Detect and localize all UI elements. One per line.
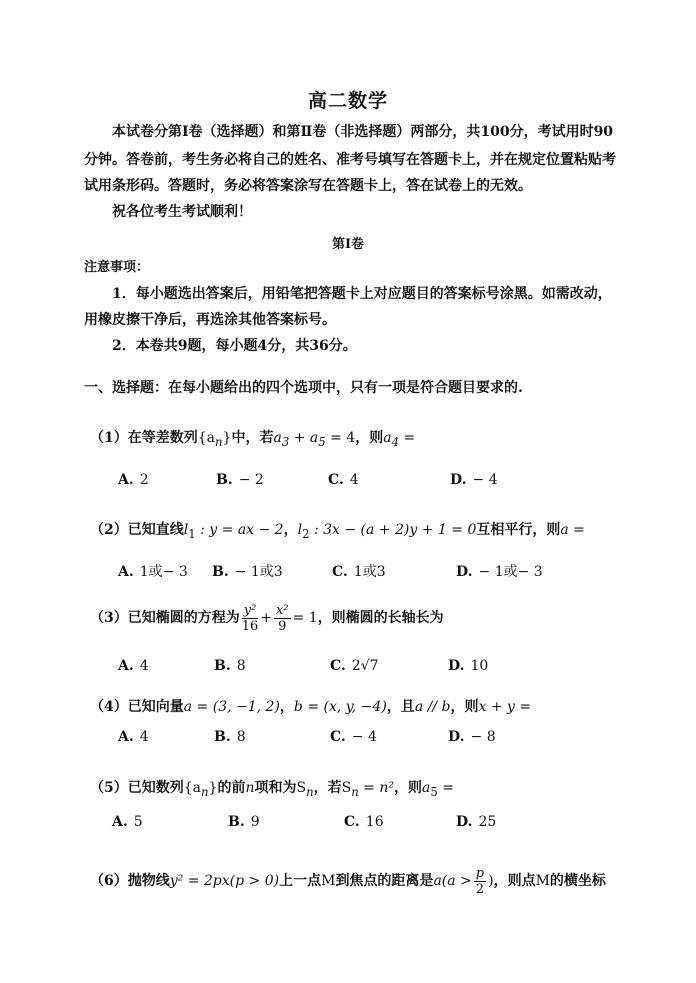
intro-line-3: 试用条形码。答题时，务必将答案涂写在答题卡上，答在试卷上的无效。	[84, 178, 532, 194]
q1-option-b: B. − 2	[216, 472, 264, 488]
q2-option-b: B. − 1或3	[212, 564, 283, 580]
page-title: 高二数学	[307, 90, 388, 112]
fraction-p-2: $\frac{p}{2}$	[475, 865, 485, 897]
question-3-stem: （3）已知椭圆的方程为 $\frac{\text{y²}}{16}$ + $\frac{\text{x²}}{9}$ = 1，则椭圆的长轴长为	[90, 602, 444, 634]
q1-option-c: C. 4	[328, 472, 359, 488]
q5-option-c: C. 16	[344, 814, 384, 830]
notice-heading: 注意事项：	[84, 260, 150, 275]
question-1-stem: （1）在等差数列$\{a_n\}$中，若$a_3 + a_5 = 4$，则$a_4$ =	[90, 430, 416, 449]
intro-line-1: 本试卷分第Ⅰ卷（选择题）和第Ⅱ卷（非选择题）两部分，共100分，考试用时90	[112, 124, 614, 140]
q1-option-a: A. 2	[118, 472, 149, 488]
q5-option-a: A. 5	[112, 814, 143, 830]
q1-option-d: D. − 4	[450, 472, 498, 488]
q3-option-d: D. 10	[448, 658, 489, 674]
notice-1-line-1: 1．每小题选出答案后，用铅笔把答题卡上对应题目的答案标号涂黑。如需改动，	[112, 286, 612, 302]
q2-option-d: D. − 1或− 3	[456, 564, 543, 580]
notice-1-line-2: 用橡皮擦干净后，再选涂其他答案标号。	[84, 312, 336, 328]
notice-2: 2．本卷共9题，每小题4分，共36分。	[112, 338, 357, 354]
q5-option-d: D. 25	[456, 814, 497, 830]
fraction-y2-16: $\frac{\text{y²}}{16}$	[241, 602, 259, 634]
fraction-x2-9: $\frac{\text{x²}}{9}$	[276, 602, 289, 634]
question-4-stem: （4）已知向量a = (3, −1, 2)，b = (x, y, −4)，且a // b，则x + y =	[90, 699, 532, 715]
q4-option-c: C. − 4	[330, 729, 377, 745]
part-label: 第Ⅰ卷	[331, 237, 365, 252]
q2-option-a: A. 1或− 3	[118, 564, 188, 580]
q5-option-b: B. 9	[228, 814, 260, 830]
q3-option-b: B. 8	[214, 658, 246, 674]
q4-option-d: D. − 8	[448, 729, 496, 745]
question-2-stem: （2）已知直线$l_1$ : y = ax − 2，$l_2$ : 3x − (a + 2)y + 1 = 0互相平行，则a =	[90, 522, 585, 541]
wish-line: 祝各位考生考试顺利！	[112, 204, 252, 220]
q4-option-a: A. 4	[118, 729, 149, 745]
intro-line-2: 分钟。答卷前，考生务必将自己的姓名、准考号填写在答题卡上，并在规定位置粘贴考	[84, 152, 616, 168]
q3-option-a: A. 4	[118, 658, 149, 674]
q4-option-b: B. 8	[214, 729, 246, 745]
q3-option-c: C. 2√7	[330, 658, 379, 674]
section-heading: 一、选择题：在每小题给出的四个选项中，只有一项是符合题目要求的.	[84, 380, 523, 396]
question-5-stem: （5）已知数列$\{a_n\}$的前n项和为$S_n$，若$S_n = n^2$，则$a_5$ =	[90, 780, 454, 799]
q2-option-c: C. 1或3	[332, 564, 386, 580]
question-6-stem: （6）抛物线y² = 2px(p > 0)上一点M到焦点的距离是a(a > $\frac{p}{2}$ )，则点M的横坐标	[90, 865, 606, 897]
